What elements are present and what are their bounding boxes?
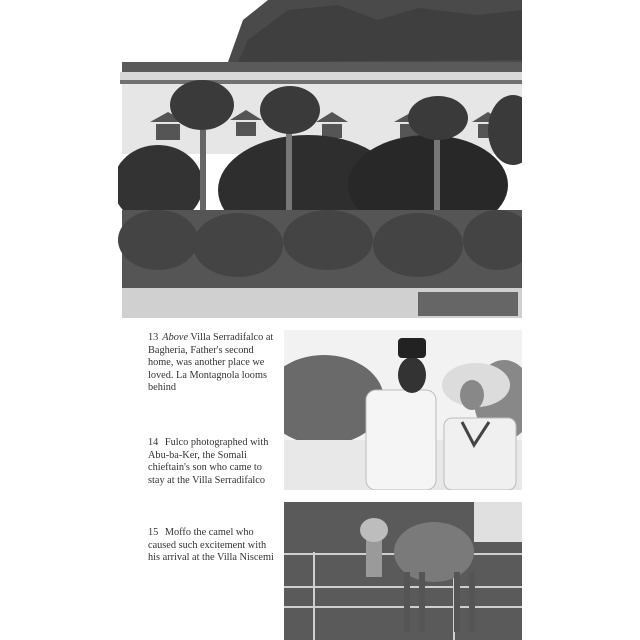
caption-15 xyxy=(148,527,278,565)
moffo-camel-photo xyxy=(284,502,522,640)
caption-number: 13 xyxy=(148,332,159,343)
villa-serradifalco-photo xyxy=(118,0,522,318)
caption-number: 15 xyxy=(148,527,159,538)
caption-text: Villa Serradifalco at Bagheria, Father's second home, was another place we loved. La Montagnola looms behind xyxy=(148,332,274,394)
caption-emphasis: Above xyxy=(162,332,189,343)
caption-14 xyxy=(148,437,278,487)
caption-text: Moffo the camel who caused such excitement with his arrival at the Villa Niscemi xyxy=(148,527,274,564)
caption-number: 14 xyxy=(148,437,159,448)
fulco-abu-ba-ker-photo xyxy=(284,330,522,490)
caption-13 xyxy=(148,332,278,395)
caption-text: Fulco photographed with Abu-ba-Ker, the Somali chieftain's son who came to stay at the Villa Serradifalco xyxy=(148,437,269,486)
